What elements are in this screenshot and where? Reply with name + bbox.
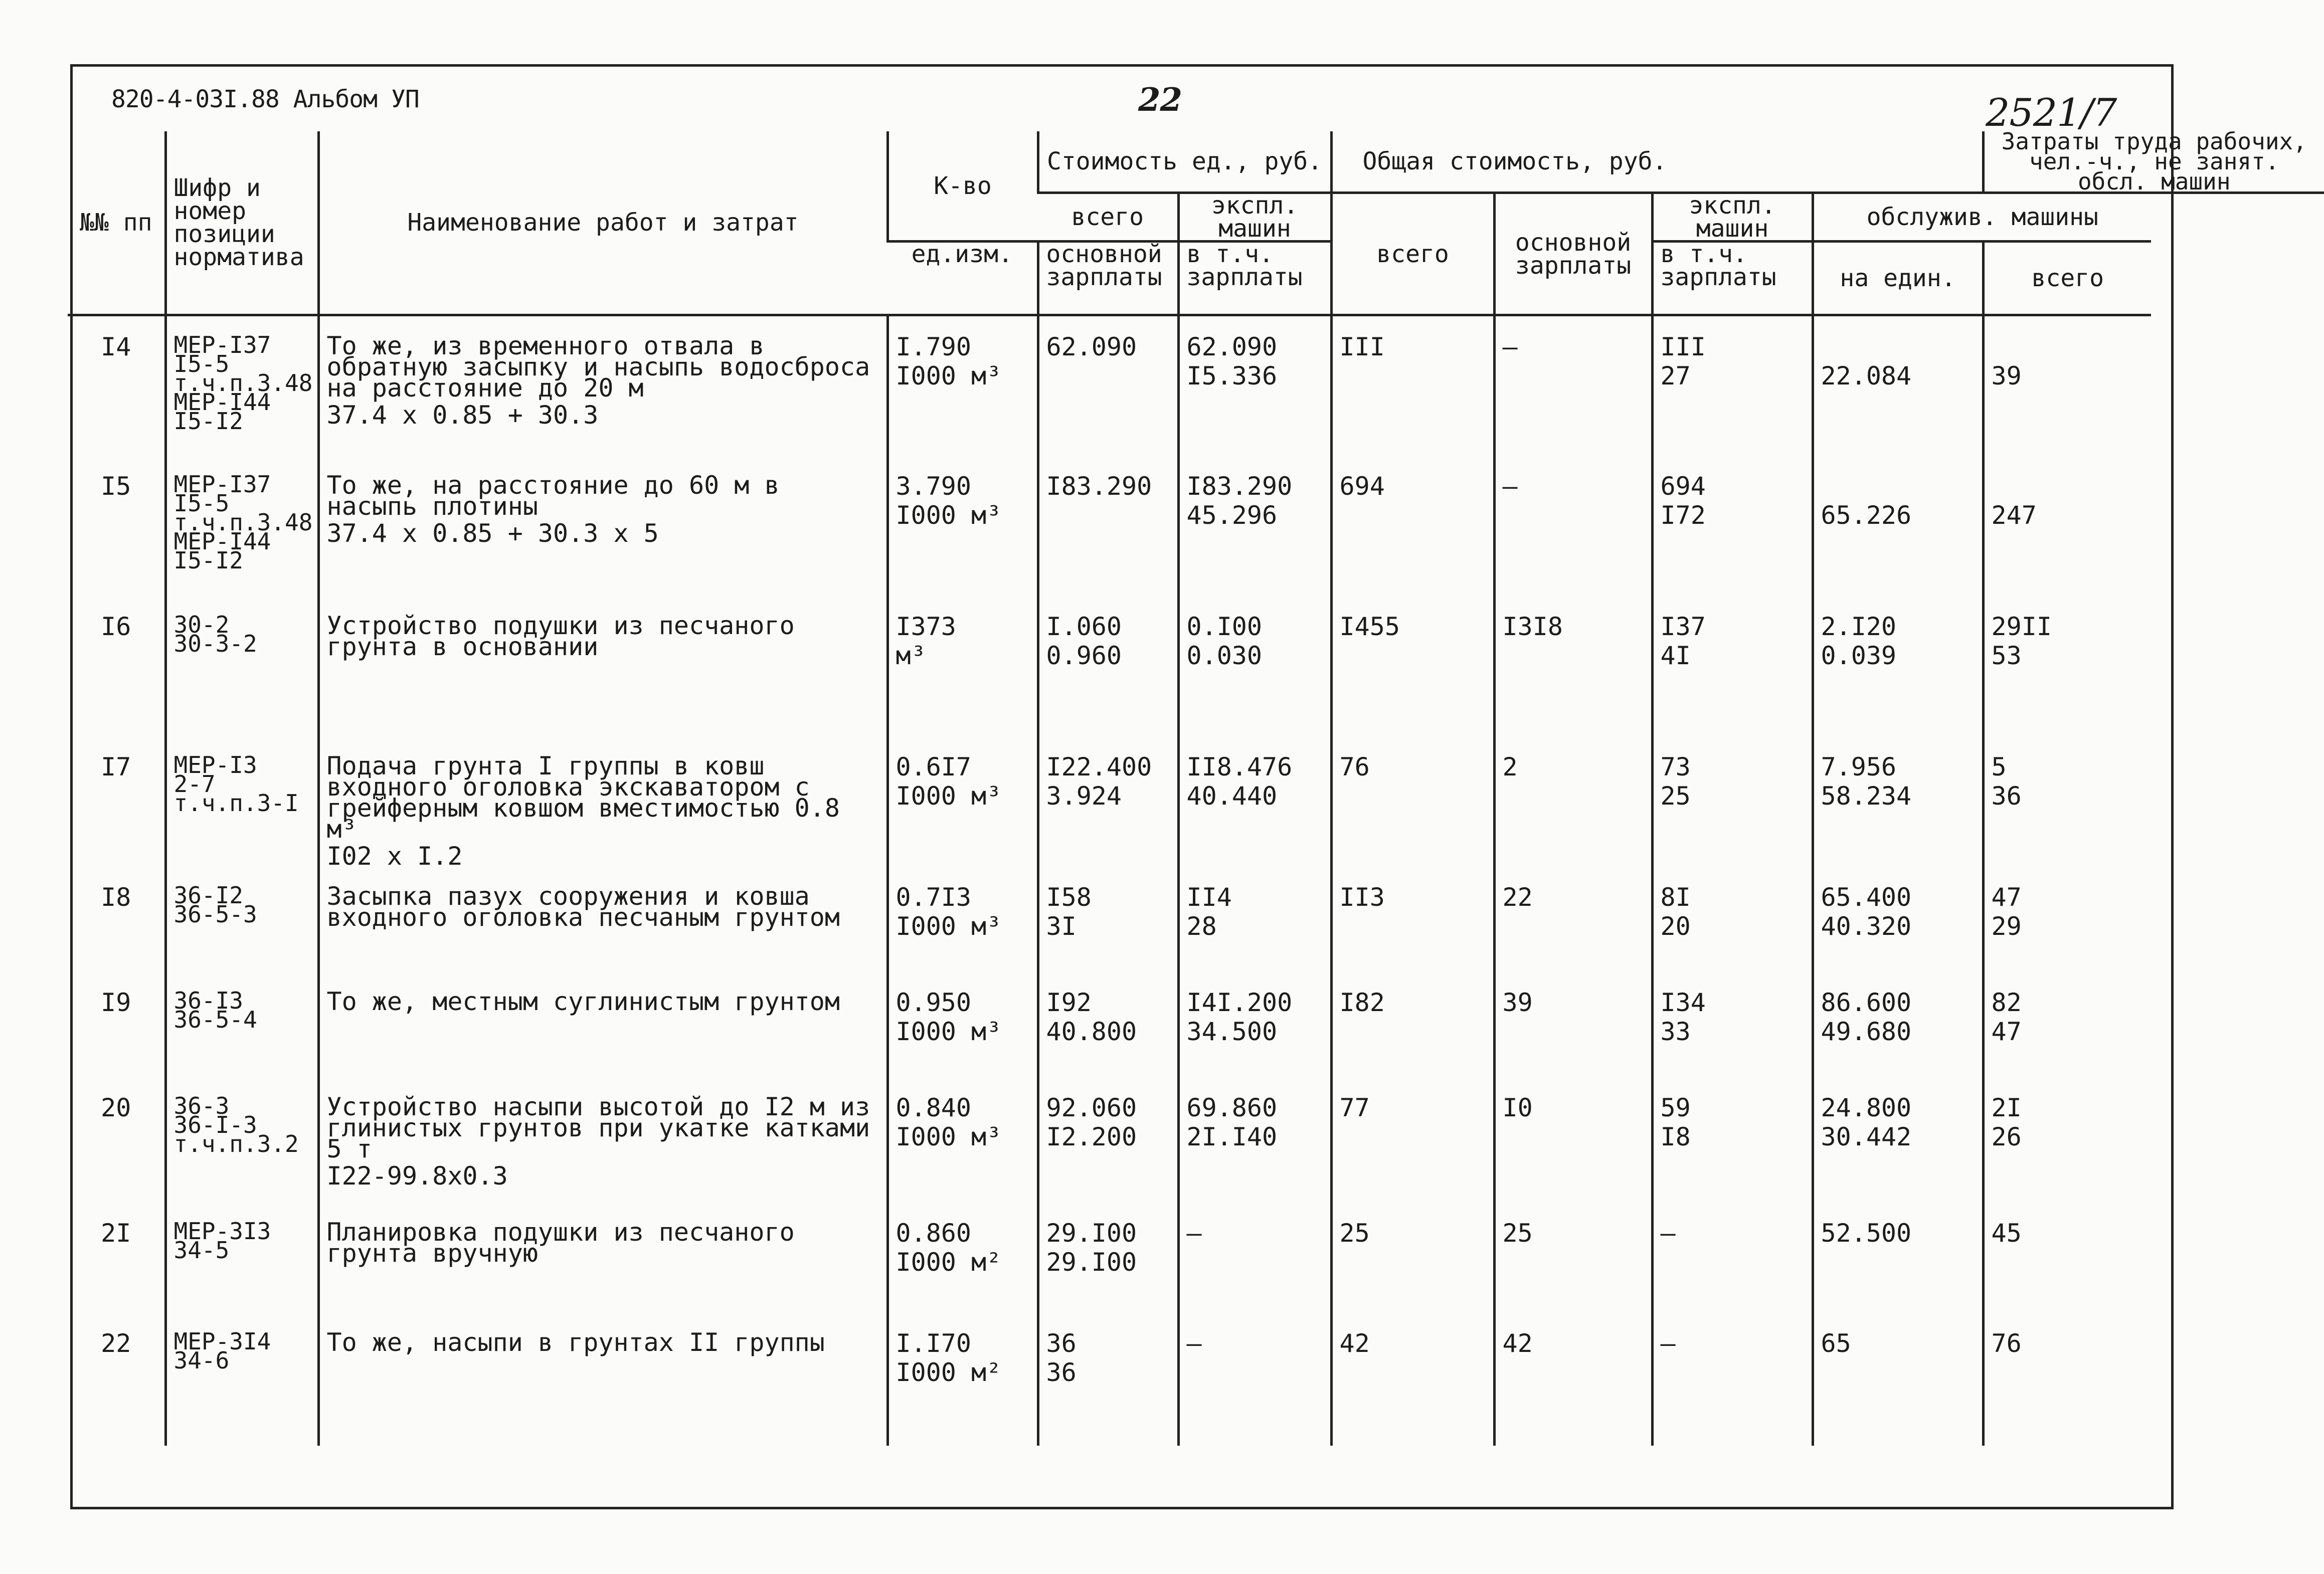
- quantity-line: I000 м³: [896, 1122, 1002, 1151]
- table-row: [68, 1313, 2324, 1446]
- total-basic-wage-cell: [1494, 972, 1652, 1077]
- unit-cost-line: 40.800: [1046, 1017, 1137, 1046]
- table-row: [68, 867, 2324, 972]
- unit-cost-cell: [1038, 1203, 1178, 1313]
- norm-code-line: МЕР-3I4: [173, 1327, 271, 1355]
- unit-cost-cell: [1038, 315, 1178, 456]
- total-basic-wage-line: I3I8: [1502, 612, 1563, 641]
- unit-machine-cost-line: 34.500: [1186, 1017, 1278, 1046]
- work-name-cell: [318, 1313, 887, 1446]
- labor-total-line: 39: [1991, 361, 2022, 390]
- total-cost-line: 76: [1339, 752, 1370, 781]
- unit-machine-cost-cell: [1178, 867, 1331, 972]
- labor-per-unit-cell: [1813, 1313, 1983, 1446]
- work-name-line: То же, из временного отвала в обратную засыпку и насыпь водосброса на расстояние до 20 м: [326, 331, 870, 403]
- unit-machine-cost-line: 69.860: [1186, 1093, 1278, 1122]
- labor-total-line: 5: [1991, 752, 2007, 781]
- unit-cost-cell: [1038, 1313, 1178, 1446]
- unit-machine-cost-cell: [1178, 315, 1331, 456]
- row-number-cell: I7: [101, 752, 131, 781]
- unit-cost-line: I2.200: [1046, 1122, 1137, 1151]
- row-number-cell: I4: [101, 332, 131, 361]
- work-name-line: То же, на расстояние до 60 м в насыпь плотины: [326, 470, 780, 521]
- total-basic-wage-cell: [1494, 315, 1652, 456]
- quantity-line: 0.6I7: [896, 752, 972, 781]
- labor-per-unit-line: 22.084: [1821, 361, 1912, 390]
- labor-per-unit-line: 49.680: [1821, 1017, 1912, 1046]
- labor-total-cell: [1983, 596, 2151, 736]
- unit-cost-cell: [1038, 1077, 1178, 1203]
- total-machine-cost-cell: [1652, 867, 1813, 972]
- col-qty-header: К-во: [887, 131, 1038, 242]
- norm-code-line: т.ч.п.3-I: [173, 789, 299, 817]
- row-number-cell: 2I: [101, 1218, 131, 1248]
- total-machine-cost-line: 59: [1660, 1093, 1691, 1122]
- labor-total-line: 26: [1991, 1122, 2022, 1151]
- unit-machine-cost-line: 62.090: [1186, 332, 1278, 361]
- total-machine-cost-line: 694: [1660, 471, 1706, 501]
- unit-machine-cost-line: 2I.I40: [1186, 1122, 1278, 1151]
- labor-total-line: 36: [1991, 781, 2022, 811]
- norm-code-line: МЕР-I44: [173, 388, 271, 416]
- labor-per-unit-line: 58.234: [1821, 781, 1912, 811]
- norm-code-line: т.ч.п.3.48: [173, 369, 313, 397]
- row-number-cell: I5: [101, 471, 131, 501]
- col-total-machine-header: экспл. машин: [1652, 193, 1813, 242]
- labor-sub-header: обслужив. машины: [1813, 193, 2151, 242]
- unit-cost-line: 92.060: [1046, 1093, 1137, 1122]
- unit-cost-group-header: Стоимость ед., руб.: [1038, 131, 1331, 193]
- total-basic-wage-cell: [1494, 736, 1652, 867]
- unit-machine-cost-cell: [1178, 596, 1331, 736]
- labor-per-unit-line: [1821, 335, 1975, 358]
- norm-code-line: МЕР-I3: [173, 751, 257, 778]
- row-number-cell: I6: [101, 612, 131, 641]
- table-row: [68, 456, 2324, 596]
- norm-code-line: 36-I3: [173, 987, 243, 1014]
- norm-code-cell: [165, 1077, 318, 1203]
- unit-machine-cost-line: 0.I00: [1186, 612, 1263, 641]
- total-cost-cell: [1331, 867, 1494, 972]
- total-basic-wage-cell: [1494, 1077, 1652, 1203]
- quantity-line: I.I70: [896, 1328, 972, 1358]
- col-qty-unit-header: ед.изм.: [887, 242, 1038, 315]
- unit-machine-cost-line: 28: [1186, 911, 1217, 941]
- norm-code-line: МЕР-I37: [173, 470, 271, 498]
- total-cost-cell: [1331, 1313, 1494, 1446]
- row-number-cell: I8: [101, 882, 131, 912]
- total-basic-wage-line: 2: [1502, 752, 1518, 781]
- total-basic-wage-cell: [1494, 867, 1652, 972]
- unit-machine-cost-line: 40.440: [1186, 781, 1278, 811]
- table-row: [68, 1203, 2324, 1313]
- unit-cost-line: I83.290: [1046, 471, 1152, 501]
- work-name-line: То же, местным суглинистым грунтом: [326, 987, 840, 1016]
- labor-total-line: 2I: [1991, 1093, 2022, 1122]
- total-basic-wage-line: –: [1502, 471, 1518, 501]
- unit-cost-line: 3I: [1046, 911, 1077, 941]
- norm-code-line: 36-5-3: [173, 900, 257, 928]
- unit-cost-line: 36: [1046, 1357, 1077, 1387]
- col-unit-machine-header: экспл. машин: [1178, 193, 1331, 242]
- total-machine-cost-line: 25: [1660, 781, 1691, 811]
- total-cost-cell: [1331, 736, 1494, 867]
- total-machine-cost-line: 33: [1660, 1017, 1691, 1046]
- norm-code-line: МЕР-I44: [173, 527, 271, 555]
- col-number-header: №№ пп: [68, 131, 165, 315]
- labor-total-cell: [1983, 972, 2151, 1077]
- table-body: [68, 315, 2324, 1446]
- work-name-cell: [318, 596, 887, 736]
- labor-total-line: 76: [1991, 1328, 2022, 1358]
- row-number-cell: 20: [101, 1093, 131, 1122]
- norm-code-line: 36-I2: [173, 881, 243, 909]
- table-row: [68, 315, 2324, 456]
- unit-cost-line: 0.960: [1046, 641, 1122, 670]
- total-cost-cell: [1331, 315, 1494, 456]
- quantity-line: I373: [896, 612, 956, 641]
- total-basic-wage-cell: [1494, 1313, 1652, 1446]
- table-row: [68, 736, 2324, 867]
- unit-machine-cost-line: II4: [1186, 882, 1232, 912]
- total-basic-wage-line: 39: [1502, 988, 1533, 1017]
- norm-code-line: I5-I2: [173, 546, 243, 574]
- total-cost-line: 42: [1339, 1328, 1370, 1358]
- norm-code-cell: [165, 1203, 318, 1313]
- work-name-line: I22-99.8x0.3: [326, 1161, 508, 1191]
- quantity-line: м³: [896, 641, 926, 670]
- unit-cost-line: 62.090: [1046, 332, 1137, 361]
- unit-cost-cell: [1038, 736, 1178, 867]
- work-name-cell: [318, 315, 887, 456]
- total-cost-cell: [1331, 456, 1494, 596]
- norm-code-line: 2-7: [173, 770, 216, 798]
- total-cost-line: 77: [1339, 1093, 1370, 1122]
- unit-cost-cell: [1038, 596, 1178, 736]
- norm-code-cell: [165, 736, 318, 867]
- norm-code-line: I5-5: [173, 350, 230, 377]
- work-name-cell: [318, 456, 887, 596]
- labor-per-unit-line: 40.320: [1821, 911, 1912, 941]
- quantity-line: 0.7I3: [896, 882, 972, 912]
- col-code-header: Шифр и номер позиции норматива: [165, 131, 318, 315]
- table-row: [68, 596, 2324, 736]
- quantity-cell: [887, 1203, 1038, 1313]
- total-machine-cost-line: 20: [1660, 911, 1691, 941]
- norm-code-line: I5-5: [173, 489, 230, 517]
- unit-cost-cell: [1038, 972, 1178, 1077]
- labor-total-line: 29: [1991, 911, 2022, 941]
- total-machine-cost-line: I72: [1660, 500, 1706, 530]
- total-machine-cost-cell: [1652, 1203, 1813, 1313]
- labor-total-cell: [1983, 1077, 2151, 1203]
- labor-per-unit-line: 30.442: [1821, 1122, 1912, 1151]
- labor-per-unit-line: 7.956: [1821, 752, 1897, 781]
- labor-total-line: 82: [1991, 988, 2022, 1017]
- work-name-line: Устройство насыпи высотой до I2 м из глинистых грунтов при укатке катками 5 т: [326, 1092, 870, 1163]
- work-name-line: Засыпка пазух сооружения и ковша входного оголовка песчаным грунтом: [326, 881, 840, 932]
- norm-code-cell: [165, 315, 318, 456]
- work-name-line: Устройство подушки из песчаного грунта в основании: [326, 611, 795, 661]
- unit-cost-line: [1046, 364, 1170, 387]
- quantity-line: I000 м³: [896, 1017, 1002, 1046]
- total-cost-cell: [1331, 1203, 1494, 1313]
- col-total-machine-wage-header: в т.ч. зарплаты: [1652, 242, 1813, 315]
- labor-total-line: 53: [1991, 641, 2022, 670]
- total-basic-wage-cell: [1494, 456, 1652, 596]
- labor-per-unit-cell: [1813, 1077, 1983, 1203]
- unit-cost-line: I92: [1046, 988, 1092, 1017]
- row-number-cell: I9: [101, 988, 131, 1017]
- norm-code-line: I5-I2: [173, 408, 243, 435]
- sheet-code: 2521/7: [1986, 90, 2117, 135]
- page-number: 22: [1138, 81, 1182, 119]
- unit-cost-line: 29.I00: [1046, 1247, 1137, 1277]
- col-labor-total-header: всего: [1983, 242, 2151, 315]
- labor-total-cell: [1983, 1203, 2151, 1313]
- work-name-line: То же, насыпи в грунтах II группы: [326, 1327, 825, 1357]
- labor-total-line: [1992, 335, 2144, 358]
- total-cost-group-header: Общая стоимость, руб.: [1331, 131, 1983, 193]
- quantity-cell: [887, 456, 1038, 596]
- norm-code-line: 36-5-4: [173, 1006, 257, 1033]
- table-row: [68, 1077, 2324, 1203]
- norm-code-line: 34-5: [173, 1236, 230, 1264]
- unit-cost-line: 3.924: [1046, 781, 1122, 811]
- labor-group-header: Затраты труда рабочих, чел.-ч., не занят. обсл. машин: [1983, 131, 2324, 193]
- unit-machine-cost-line: I4I.200: [1186, 988, 1293, 1017]
- labor-per-unit-line: 0.039: [1821, 641, 1897, 670]
- labor-per-unit-cell: [1813, 867, 1983, 972]
- unit-machine-cost-line: –: [1186, 1218, 1202, 1248]
- unit-machine-cost-line: I83.290: [1186, 471, 1293, 501]
- total-basic-wage-line: 42: [1502, 1328, 1533, 1358]
- unit-cost-cell: [1038, 867, 1178, 972]
- unit-machine-cost-cell: [1178, 736, 1331, 867]
- labor-per-unit-cell: [1813, 972, 1983, 1077]
- unit-machine-cost-cell: [1178, 972, 1331, 1077]
- total-machine-cost-cell: [1652, 972, 1813, 1077]
- labor-per-unit-line: 24.800: [1821, 1093, 1912, 1122]
- quantity-cell: [887, 736, 1038, 867]
- total-cost-cell: [1331, 972, 1494, 1077]
- row-number-cell: 22: [101, 1328, 131, 1358]
- total-cost-line: I455: [1339, 612, 1400, 641]
- total-machine-cost-line: –: [1660, 1218, 1676, 1248]
- total-machine-cost-line: I8: [1660, 1122, 1691, 1151]
- total-machine-cost-line: 4I: [1660, 641, 1691, 670]
- labor-per-unit-cell: [1813, 315, 1983, 456]
- total-cost-cell: [1331, 596, 1494, 736]
- work-name-cell: [318, 736, 887, 871]
- work-name-line: 37.4 x 0.85 + 30.3: [326, 401, 599, 430]
- album-reference: 820-4-03I.88 Альбом УП: [111, 85, 419, 113]
- norm-code-cell: [165, 1313, 318, 1446]
- work-name-cell: [318, 1203, 887, 1313]
- norm-code-line: 36-I-3: [173, 1111, 257, 1138]
- quantity-line: 3.790: [896, 471, 972, 501]
- labor-total-cell: [1983, 867, 2151, 972]
- quantity-cell: [887, 315, 1038, 456]
- total-cost-line: III: [1339, 332, 1385, 361]
- total-basic-wage-line: I0: [1502, 1093, 1533, 1122]
- unit-machine-cost-line: 0.030: [1186, 641, 1263, 670]
- unit-machine-cost-line: 45.296: [1186, 500, 1278, 530]
- unit-cost-line: I.060: [1046, 612, 1122, 641]
- labor-total-cell: [1983, 456, 2151, 596]
- quantity-line: I000 м³: [896, 500, 1002, 530]
- col-unit-machine-wage-header: в т.ч. зарплаты: [1178, 242, 1331, 315]
- total-machine-cost-cell: [1652, 456, 1813, 596]
- quantity-line: I000 м²: [896, 1357, 1002, 1387]
- total-machine-cost-line: 27: [1660, 361, 1691, 390]
- norm-code-line: МЕР-3I3: [173, 1217, 271, 1245]
- quantity-line: 0.860: [896, 1218, 972, 1248]
- total-machine-cost-cell: [1652, 736, 1813, 867]
- labor-total-line: 47: [1991, 882, 2022, 912]
- labor-per-unit-line: [1821, 475, 1975, 498]
- total-machine-cost-cell: [1652, 596, 1813, 736]
- total-machine-cost-line: III: [1660, 332, 1706, 361]
- labor-total-line: 247: [1991, 500, 2037, 530]
- labor-total-line: 45: [1991, 1218, 2022, 1248]
- quantity-cell: [887, 867, 1038, 972]
- total-cost-line: II3: [1339, 882, 1385, 912]
- total-machine-cost-line: I37: [1660, 612, 1706, 641]
- col-name-header: Наименование работ и затрат: [318, 131, 887, 315]
- work-name-cell: [318, 972, 887, 1077]
- unit-machine-cost-cell: [1178, 1077, 1331, 1203]
- unit-cost-line: 36: [1046, 1328, 1077, 1358]
- norm-code-cell: [165, 867, 318, 972]
- labor-per-unit-line: 2.I20: [1821, 612, 1897, 641]
- labor-total-line: 47: [1991, 1017, 2022, 1046]
- unit-cost-line: I22.400: [1046, 752, 1152, 781]
- quantity-cell: [887, 596, 1038, 736]
- unit-machine-cost-cell: [1178, 456, 1331, 596]
- norm-code-cell: [165, 972, 318, 1077]
- labor-per-unit-cell: [1813, 736, 1983, 867]
- quantity-line: I000 м³: [896, 781, 1002, 811]
- unit-machine-cost-line: II8.476: [1186, 752, 1293, 781]
- total-basic-wage-cell: [1494, 596, 1652, 736]
- norm-code-line: т.ч.п.3.2: [173, 1130, 299, 1157]
- labor-total-cell: [1983, 1313, 2151, 1446]
- total-cost-line: 694: [1339, 471, 1385, 501]
- quantity-cell: [887, 1313, 1038, 1446]
- norm-code-line: МЕР-I37: [173, 331, 271, 358]
- quantity-cell: [887, 1077, 1038, 1203]
- norm-code-line: 36-3: [173, 1092, 230, 1119]
- labor-per-unit-cell: [1813, 596, 1983, 736]
- norm-code-line: 30-3-2: [173, 630, 257, 657]
- col-labor-unit-header: на един.: [1813, 242, 1983, 315]
- total-basic-wage-cell: [1494, 1203, 1652, 1313]
- estimate-table: [68, 128, 2324, 1446]
- norm-code-line: 34-6: [173, 1346, 230, 1374]
- labor-total-line: [1992, 475, 2144, 498]
- table-header: [68, 128, 2324, 315]
- labor-per-unit-line: 65.226: [1821, 500, 1912, 530]
- quantity-line: I000 м³: [896, 361, 1002, 390]
- norm-code-cell: [165, 596, 318, 736]
- work-name-line: I02 x I.2: [326, 841, 463, 871]
- labor-total-line: 29II: [1991, 612, 2052, 641]
- total-machine-cost-line: –: [1660, 1328, 1676, 1358]
- unit-machine-cost-line: –: [1186, 1328, 1202, 1358]
- quantity-line: I000 м²: [896, 1247, 1002, 1277]
- work-name-line: 37.4 x 0.85 + 30.3 x 5: [326, 518, 659, 548]
- norm-code-line: т.ч.п.3.48: [173, 508, 313, 536]
- total-cost-line: 25: [1339, 1218, 1370, 1248]
- col-total-basic-header: основной зарплаты: [1494, 193, 1652, 315]
- labor-total-cell: [1983, 736, 2151, 867]
- total-machine-cost-cell: [1652, 1313, 1813, 1446]
- total-machine-cost-line: 8I: [1660, 882, 1691, 912]
- labor-per-unit-cell: [1813, 1203, 1983, 1313]
- unit-cost-cell: [1038, 456, 1178, 596]
- total-cost-line: I82: [1339, 988, 1385, 1017]
- total-basic-wage-line: 25: [1502, 1218, 1533, 1248]
- unit-machine-cost-cell: [1178, 1313, 1331, 1446]
- total-basic-wage-line: 22: [1502, 882, 1533, 912]
- col-unit-basic-wage-header: основной зарплаты: [1038, 242, 1178, 315]
- unit-cost-line: [1046, 504, 1170, 527]
- norm-code-cell: [165, 456, 318, 596]
- labor-per-unit-cell: [1813, 456, 1983, 596]
- total-machine-cost-line: I34: [1660, 988, 1706, 1017]
- unit-cost-line: I58: [1046, 882, 1092, 912]
- work-name-line: Подача грунта I группы в ковш входного оголовка экскаватором с грейферным ковшом вместимостью 0.8 м³: [326, 751, 840, 844]
- work-name-cell: [318, 867, 887, 972]
- unit-cost-line: 29.I00: [1046, 1218, 1137, 1248]
- labor-per-unit-line: 65: [1821, 1328, 1851, 1358]
- quantity-line: 0.840: [896, 1093, 972, 1122]
- col-unit-total-header: всего: [1038, 193, 1178, 242]
- total-machine-cost-line: 73: [1660, 752, 1691, 781]
- unit-machine-cost-line: I5.336: [1186, 361, 1278, 390]
- work-name-cell: [318, 1077, 887, 1203]
- total-machine-cost-cell: [1652, 315, 1813, 456]
- total-basic-wage-line: –: [1502, 332, 1518, 361]
- total-cost-cell: [1331, 1077, 1494, 1203]
- norm-code-line: 30-2: [173, 611, 230, 638]
- labor-per-unit-line: 52.500: [1821, 1218, 1912, 1248]
- work-name-line: Планировка подушки из песчаного грунта вручную: [326, 1217, 795, 1268]
- unit-machine-cost-cell: [1178, 1203, 1331, 1313]
- quantity-line: 0.950: [896, 988, 972, 1017]
- labor-total-cell: [1983, 315, 2151, 456]
- quantity-line: I000 м³: [896, 911, 1002, 941]
- quantity-cell: [887, 972, 1038, 1077]
- quantity-line: I.790: [896, 332, 972, 361]
- total-machine-cost-cell: [1652, 1077, 1813, 1203]
- table-row: [68, 972, 2324, 1077]
- labor-per-unit-line: 65.400: [1821, 882, 1912, 912]
- labor-per-unit-line: 86.600: [1821, 988, 1912, 1017]
- col-total-all-header: всего: [1331, 193, 1494, 315]
